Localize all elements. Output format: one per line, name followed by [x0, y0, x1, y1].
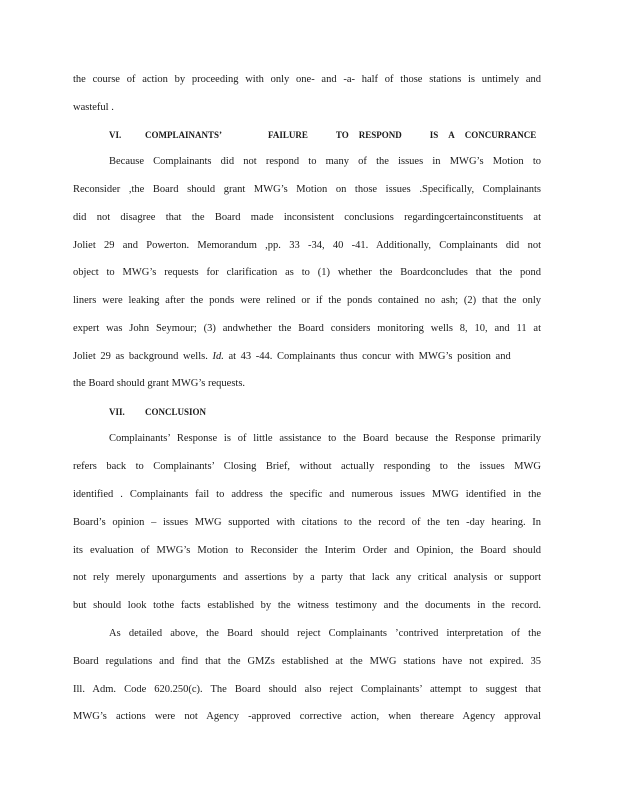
text-line: As detailed above, the Board should reject Complainants ’contrived interpretation of the — [109, 628, 541, 639]
text-line: identified . Complainants fail to address the specific and numerous issues MWG identified in the — [73, 489, 541, 500]
text-line: Reconsider ,the Board should grant MWG’s Motion on those issues .Specifically, Complainants — [73, 184, 541, 195]
text-line: refers back to Complainants’ Closing Brief, without actually responding to the issues MWG — [73, 461, 541, 472]
text-line: the Board should grant MWG’s requests. — [73, 378, 246, 389]
section-number: VI. — [109, 130, 122, 140]
text-line: Joliet 29 as background wells. Id. at 43 -44. Complainants thus concur with MWG’s position and — [73, 351, 511, 362]
text-line: expert was John Seymour; (3) andwhether the Board considers monitoring wells 8, 10, and 11 at — [73, 323, 541, 334]
text-line: Board’s opinion – issues MWG supported with citations to the record of the ten -day hearing. In — [73, 517, 541, 528]
section-heading-vi — [109, 128, 536, 142]
text-line: wasteful . — [73, 102, 114, 113]
text-line: not rely merely uponarguments and assertions by a party that lack any critical analysis or support — [73, 572, 541, 583]
text-line: Complainants’ Response is of little assistance to the Board because the Response primarily — [109, 433, 541, 444]
section-number: VII. — [109, 407, 125, 417]
heading-word: FAILURE — [268, 130, 308, 140]
heading-word: COMPLAINANTS’ — [145, 130, 223, 140]
heading-text: CONCLUSION — [145, 407, 207, 417]
text-line: its evaluation of MWG’s Motion to Reconsider the Interim Order and Opinion, the Board should — [73, 545, 541, 556]
text-line: liners were leaking after the ponds were relined or if the ponds contained no ash; (2) that the only — [73, 295, 541, 306]
text-line: Ill. Adm. Code 620.250(c). The Board should also reject Complainants’ attempt to suggest that — [73, 684, 541, 695]
heading-word: CONCURRANCE — [464, 130, 537, 140]
heading-word: IS — [429, 130, 439, 140]
heading-word: TO — [335, 130, 349, 140]
citation-id: Id. — [212, 351, 224, 362]
text-line: did not disagree that the Board made inconsistent conclusions regardingcertainconstituents at — [73, 212, 541, 223]
text-line: Joliet 29 and Powerton. Memorandum ,pp. 33 -34, 40 -41. Additionally, Complainants did not — [73, 240, 541, 251]
text-line: Because Complainants did not respond to many of the issues in MWG’s Motion to — [109, 156, 541, 167]
text-line: MWG’s actions were not Agency -approved corrective action, when thereare Agency approval — [73, 711, 541, 722]
text-line: but should look tothe facts established by the witness testimony and the documents in the record. — [73, 600, 541, 611]
heading-word: A — [448, 130, 455, 140]
text-line: the course of action by proceeding with only one- and -a- half of those stations is untimely and — [73, 74, 541, 85]
heading-word: RESPOND — [358, 130, 402, 140]
text-line: Board regulations and find that the GMZs established at the MWG stations have not expired. 35 — [73, 656, 541, 667]
section-heading-vii — [109, 405, 206, 419]
text-line: object to MWG’s requests for clarification as to (1) whether the Boardconcludes that the pond — [73, 267, 541, 278]
